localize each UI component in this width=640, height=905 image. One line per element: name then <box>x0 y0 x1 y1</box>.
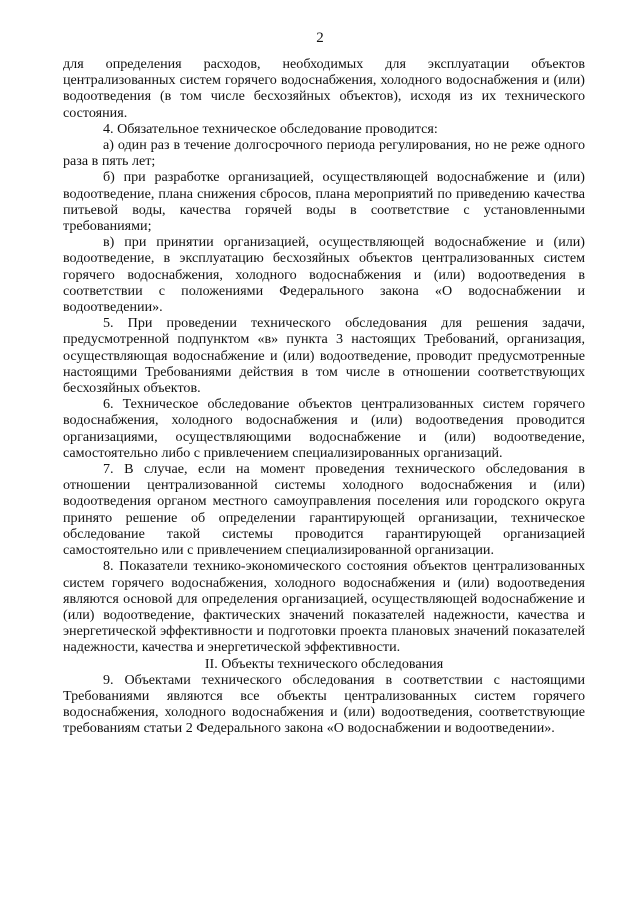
paragraph-4: 4. Обязательное техническое обследование проводится: <box>103 120 438 137</box>
paragraph-4a: а) один раз в течение долгосрочного периода регулирования, но не реже одного раза в пять лет; <box>63 137 585 170</box>
paragraph-9: 9. Объектами технического обследования в соответствии с настоящими Требованиями являются все объекты централизованных систем горячего водоснабжения, холодного водоснабжения и (или) водоотведения, соответствующие требованиям статьи 2 Федерального закона «О водоснабжении и водоотведении». <box>63 671 585 737</box>
paragraph-4b: б) при разработке организацией, осуществляющей водоснабжение и (или) водоотведение, плана снижения сбросов, плана мероприятий по приведению качества питьевой воды, качества горячей воды в соответствие с установленными требованиями; <box>63 169 585 235</box>
section-heading: II. Объекты технического обследования <box>204 655 444 672</box>
paragraph-7: 7. В случае, если на момент проведения технического обследования в отношении централизованной системы холодного водоснабжения и (или) водоотведения органом местного самоуправления поселения или городского округа принято решение об определении гарантирующей организации, техническое обследование такой системы проводится гарантирующей организацией самостоятельно или с привлечением специализированной организации. <box>63 461 585 559</box>
paragraph-5: 5. При проведении технического обследования для решения задачи, предусмотренной подпунктом «в» пункта 3 настоящих Требований, организация, осуществляющая водоснабжение и (или) водоотведение, проводит предусмотренные настоящими Требованиями действия в том числе в отношении соответствующих бесхозяйных объектов. <box>63 315 585 397</box>
document-body <box>63 56 585 737</box>
paragraph-6: 6. Техническое обследование объектов централизованных систем горячего водоснабжения, холодного водоснабжения и (или) водоотведения проводится организациями, осуществляющими водоснабжение и (или) водоотведение, самостоятельно либо с привлечением специализированных организаций. <box>63 396 585 461</box>
page-number: 2 <box>316 30 324 46</box>
paragraph-8: 8. Показатели технико-экономического состояния объектов централизованных систем горячего водоснабжения, холодного водоснабжения и (или) водоотведения являются основой для определения организацией, осуществляющей водоснабжение и (или) водоотведение, фактических значений показателей надежности, качества и энергетической эффективности и подготовки проекта плановых значений показателей надежности, качества и энергетической эффективности. <box>63 558 585 656</box>
paragraph-4v: в) при принятии организацией, осуществляющей водоснабжение и (или) водоотведение, в эксплуатацию бесхозяйных объектов централизованных систем горячего водоснабжения, холодного водоснабжения и (или) водоотведения в соответствии с положениями Федерального закона «О водоснабжении и водоотведении». <box>63 234 585 316</box>
paragraph-continuation: для определения расходов, необходимых для эксплуатации объектов централизованных систем горячего водоснабжения, холодного водоснабжения и (или) водоотведения (в том числе бесхозяйных объектов), исходя из их технического состояния. <box>63 56 585 121</box>
